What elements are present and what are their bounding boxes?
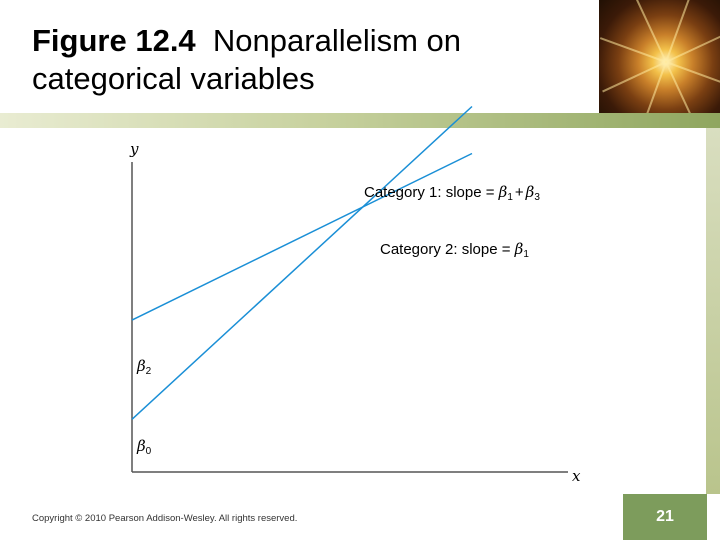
category-1-label: Category 1: slope = $\beta_1 + \beta_3$ [364, 183, 540, 203]
beta-2-label: $\beta_2$ [137, 357, 152, 377]
y-axis-label: y [130, 140, 139, 158]
page-number-box [623, 494, 707, 540]
title-text: Nonparallelism on categorical variables [32, 23, 462, 96]
category-1-line [132, 154, 472, 321]
copyright-notice: Copyright © 2010 Pearson Addison-Wesley. All rights reserved. [32, 513, 298, 524]
page-number: 21 [656, 508, 674, 525]
x-axis-label: x [572, 467, 581, 485]
beta-0-label: $\beta_0$ [137, 437, 152, 457]
category-2-label: Category 2: slope = $\beta_1$ [380, 240, 529, 260]
category-2-line [132, 107, 472, 420]
title-figure-number: Figure 12.4 [32, 23, 196, 58]
